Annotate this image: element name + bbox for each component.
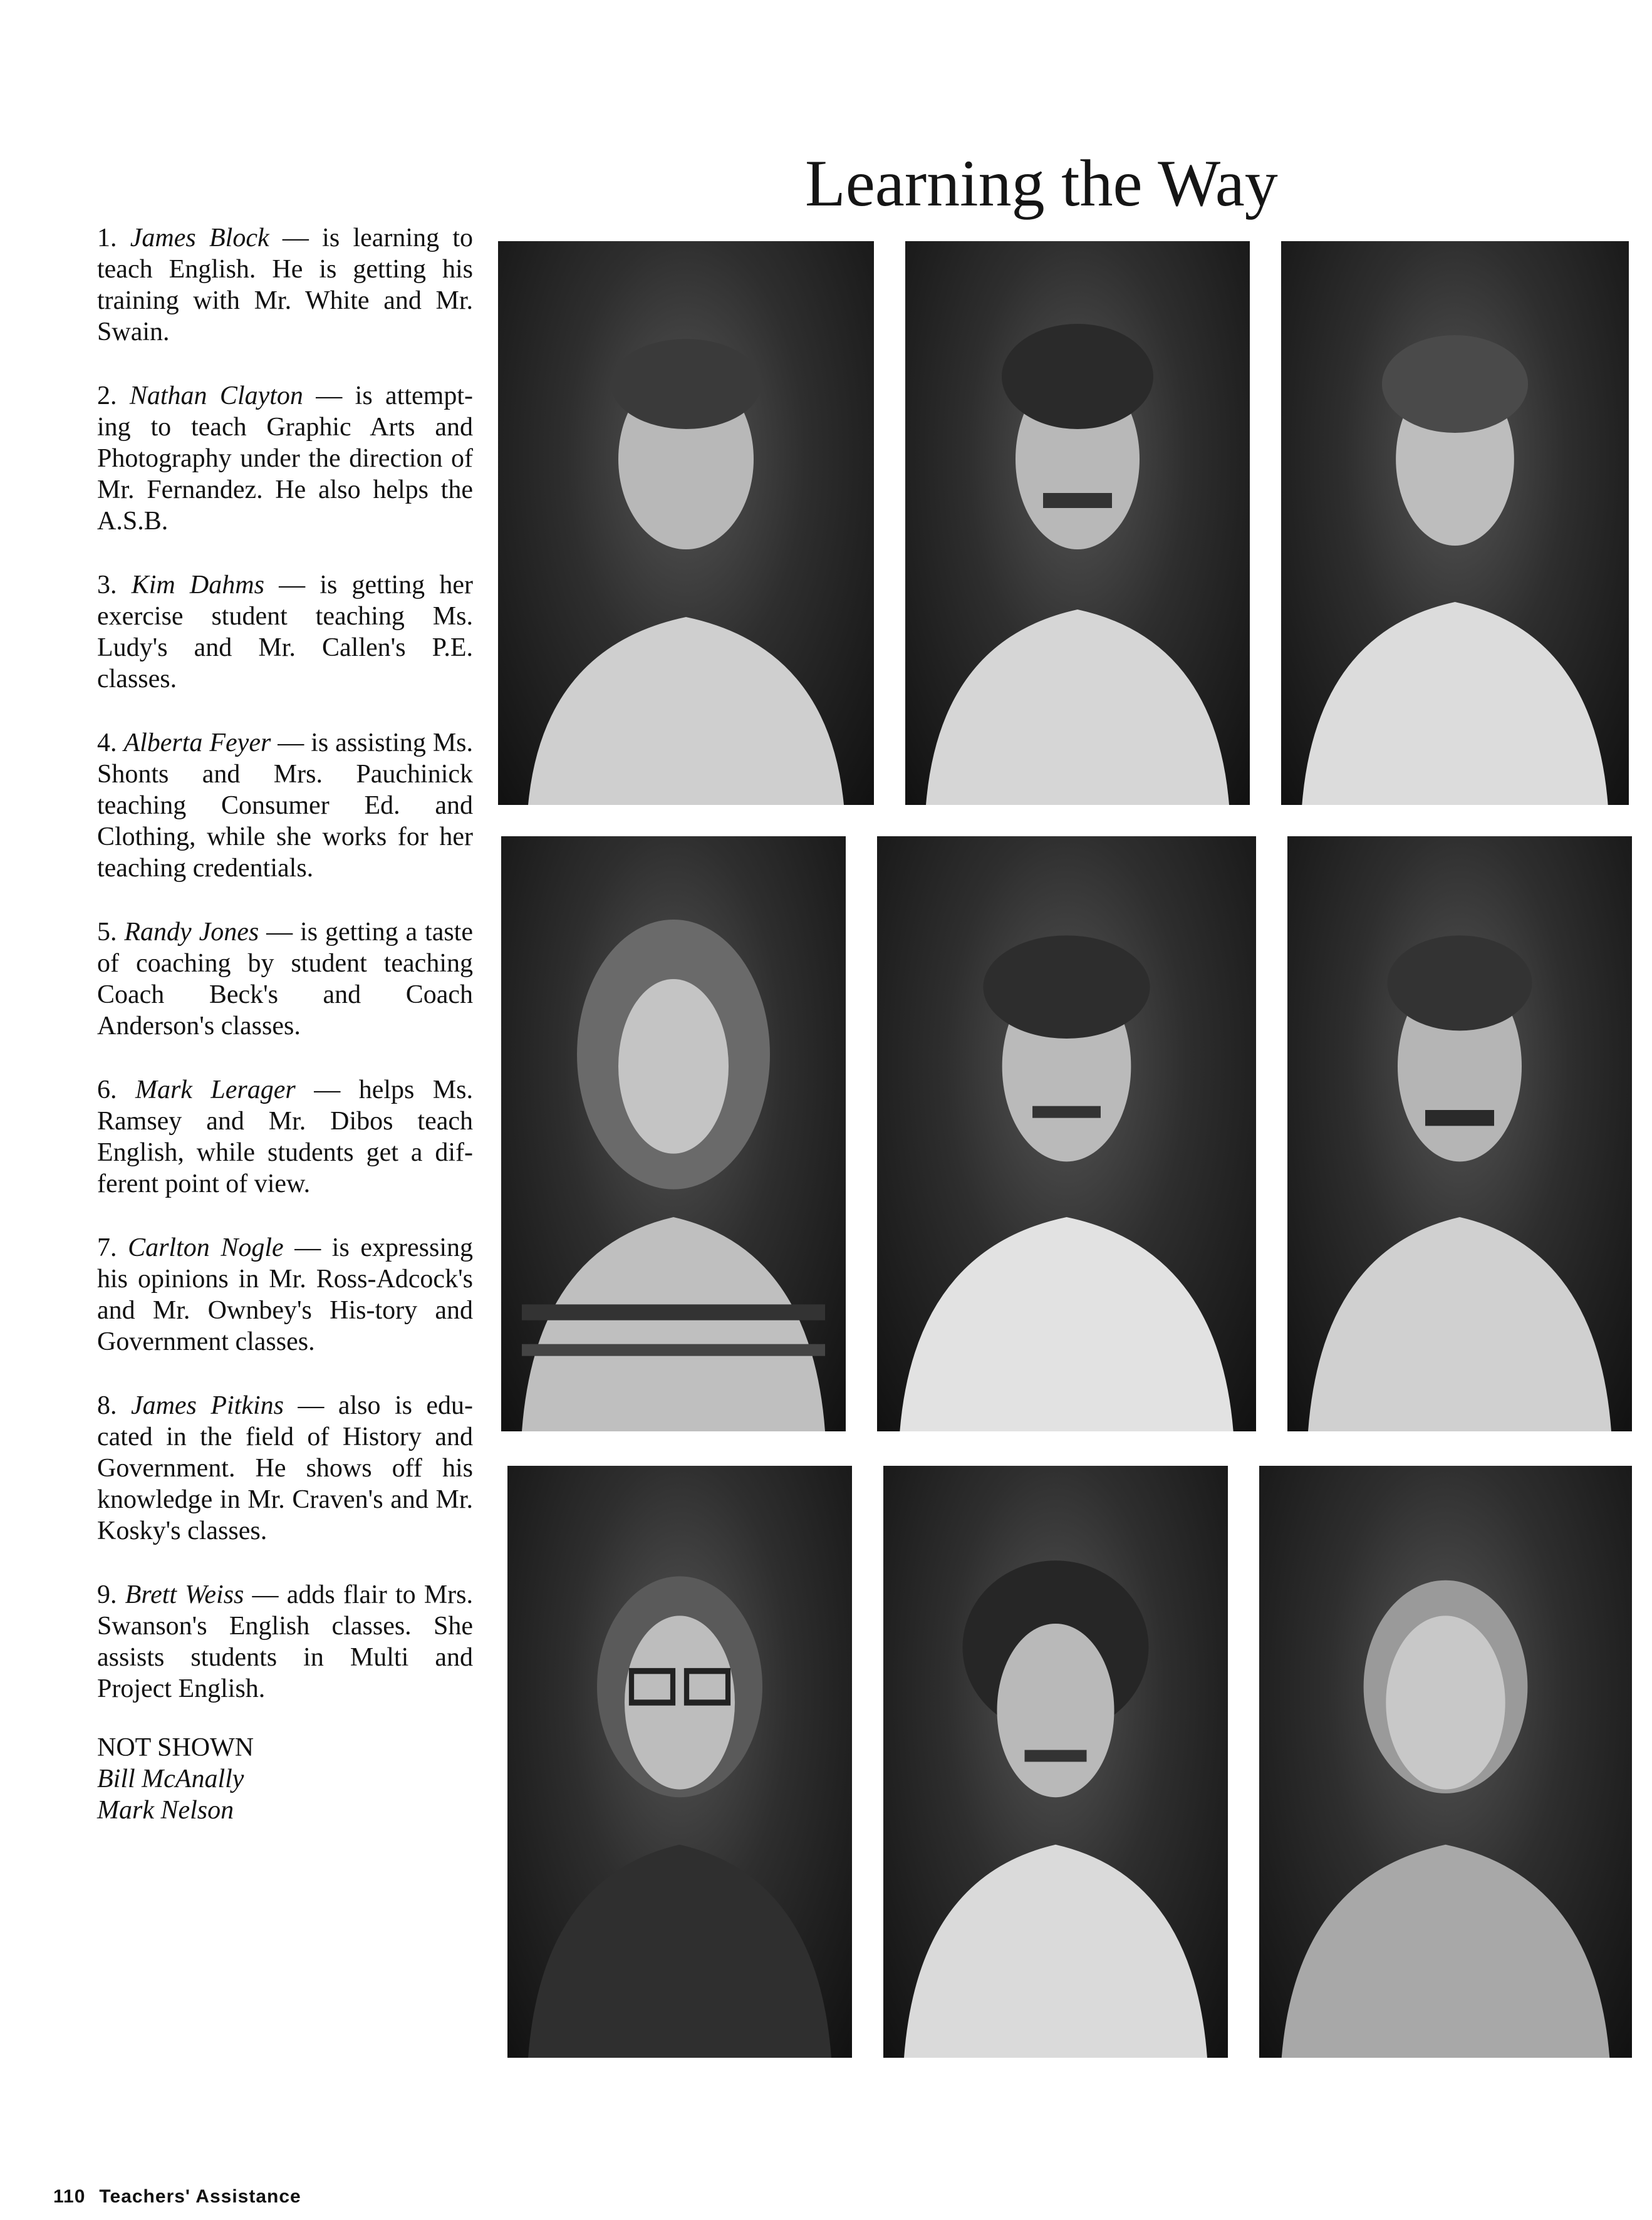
caption-name: James Block [130,224,269,252]
caption-entry-7 [97,1232,473,1357]
caption-name: Carlton Nogle [128,1233,284,1262]
caption-number: 2. [97,381,117,410]
caption-name: James Pitkins [130,1391,284,1420]
caption-text: also is edu-cated in the field of History and Government. He shows off his knowledge in Mr. Craven's and Mr. Kosky's classes. [97,1391,474,1545]
caption-number: 3. [97,571,117,599]
caption-number: 5. [97,918,117,947]
caption-dash: — [271,729,311,757]
portrait-photo-3 [1281,241,1629,805]
caption-name: Alberta Feyer [123,729,271,757]
caption-text: helps Ms. Ramsey and Mr. Dibos teach English, while students get a dif-ferent point of view. [97,1076,473,1198]
portrait-silhouette-icon [905,241,1250,805]
caption-number: 6. [97,1076,117,1104]
portrait-photo-8 [883,1466,1228,2058]
caption-name: Brett Weiss [125,1580,244,1609]
caption-name: Mark Lerager [135,1076,296,1104]
caption-dash: — [303,381,355,410]
caption-entry-1 [97,222,473,348]
caption-name: Nathan Clayton [129,381,303,410]
not-shown-name: Bill McAnally [97,1765,244,1793]
portrait-photo-2 [905,241,1250,805]
not-shown-block [97,1732,473,1826]
caption-number: 4. [97,729,117,757]
caption-text: is getting her exercise student teaching Ms. Ludy's and Mr. Callen's P.E. classes. [97,571,473,693]
portrait-silhouette-icon [877,836,1256,1431]
portrait-silhouette-icon [1259,1466,1632,2058]
portrait-silhouette-icon [1281,241,1629,805]
caption-entry-4 [97,727,473,884]
caption-entry-5 [97,916,473,1042]
portrait-photo-9 [1259,1466,1632,2058]
portrait-silhouette-icon [498,241,874,805]
caption-dash: — [259,918,301,947]
caption-text: is learning to teach English. He is getting his training with Mr. White and Mr. Swain. [97,224,474,346]
portrait-silhouette-icon [507,1466,852,2058]
caption-number: 1. [97,224,117,252]
caption-entry-9 [97,1579,473,1704]
caption-entry-3 [97,569,473,695]
portrait-silhouette-icon [501,836,846,1431]
page-number: 110 [53,2186,86,2207]
caption-number: 7. [97,1233,117,1262]
caption-number: 9. [97,1580,117,1609]
portrait-photo-1 [498,241,874,805]
caption-text: is assisting Ms. Shonts and Mrs. Pauchinick teaching Consumer Ed. and Clothing, while she works for her teaching credentials. [97,729,474,883]
caption-text: is getting a taste of coaching by student teaching Coach Beck's and Coach Anderson's classes. [97,918,473,1040]
caption-name: Randy Jones [124,918,259,947]
caption-entry-2 [97,380,473,537]
portrait-silhouette-icon [1287,836,1632,1431]
page-footer [53,2186,301,2207]
caption-dash: — [283,1391,338,1420]
portrait-photo-6 [1287,836,1632,1431]
section-name: Teachers' Assistance [99,2186,301,2207]
caption-column [97,222,473,1826]
caption-text: is attempt-ing to teach Graphic Arts and Photography under the direction of Mr. Fernandez. He also helps the A.S.B. [97,381,473,536]
caption-dash: — [283,1233,332,1262]
caption-name: Kim Dahms [131,571,264,599]
caption-entry-8 [97,1390,473,1547]
not-shown-name: Mark Nelson [97,1796,234,1825]
caption-number: 8. [97,1391,117,1420]
portrait-photo-4 [501,836,846,1431]
caption-text: is expressing his opinions in Mr. Ross-Adcock's and Mr. Ownbey's His-tory and Government classes. [97,1233,473,1356]
caption-text: adds flair to Mrs. Swanson's English classes. She assists students in Multi and Project English. [97,1580,473,1703]
portrait-photo-5 [877,836,1256,1431]
portrait-silhouette-icon [883,1466,1228,2058]
caption-dash: — [264,571,320,599]
portrait-photo-7 [507,1466,852,2058]
caption-dash: — [269,224,323,252]
page-title: Learning the Way [805,147,1278,220]
caption-dash: — [295,1076,359,1104]
not-shown-heading: NOT SHOWN [97,1733,254,1762]
caption-entry-6 [97,1074,473,1200]
caption-dash: — [244,1580,287,1609]
